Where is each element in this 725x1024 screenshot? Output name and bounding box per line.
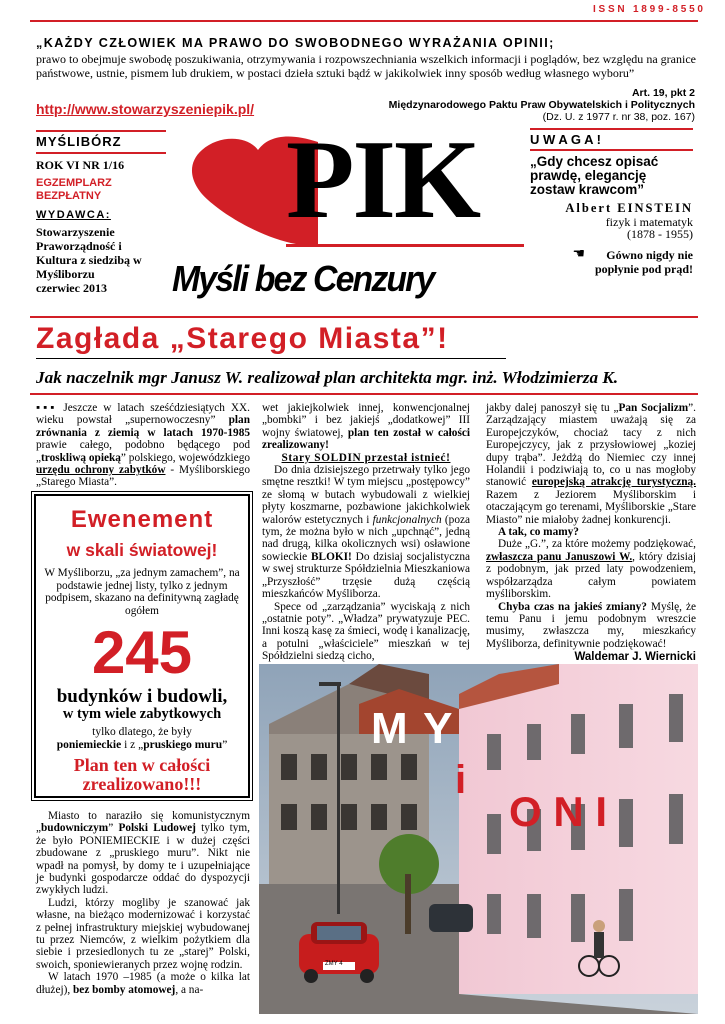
article-col3: jakby dalej panoszył się tu „Pan Socjalizm”. Zarządzający miastem uważają się za Europejczyków, chociaż tacy z nich Europejczycy, jak z przysłowiowej „koziej dupy trąba”. Jeżdżą do Niemiec czy innej Holandii i podziwiają to, co u nas mogłoby stanowić europejską atrakcję turystyczną. Razem z Jeziorem Myśliborskim i otaczającym go terenami, Myśliborskie „Stare Miasto” nie miałoby żadnej konkurencji. A tak, co mamy? Duże „G.”, za które możemy podziękować, zwłaszcza panu Januszowi W., który dzisiaj z podobnym, jak przed laty powodzeniem, współzarządza całym powiatem myśliborskim. Chyba czas na jakieś zmiany? Myślę, że temu Panu i jemu podobnym wreszcie musimy, zwłaszcza my, mieszkańcy Myśliborza, definitywnie podziękować! Waldemar J. Wiernicki: [486, 402, 697, 664]
photo-caption-i: i: [455, 758, 467, 802]
article-col1-bottom: Miasto to naraziło się komunistycznym „budowniczym” Polski Ludowej tylko tym, że było PONIEMIECKIE i w dużej części zbudowane z „pruskiego muru”. Nikt nie wpadł na pomysł, by domy te i uzupełniające je budynki gospodarcze oddać do dyspozycji zwykłych ludzi. Ludzi, którzy mogliby je szanować jak własne, na bieżąco modernizować i korzystać z pełnej infrastruktury miejskiej wybudowanej tu przez Niemców, z wielkim pożytkiem dla siebie i przesiedlonych tu ze „starej” Polski, swoich, sponiewieranych przez wojnę rodzin. W latach 1970 –1985 (a może o kilka lat dłużej), bez bomby atomowej, a na-: [36, 810, 250, 996]
section-heading: Stary SOLDIN przestał istnieć!: [281, 451, 451, 464]
city-name: MYŚLIBÓRZ: [36, 130, 166, 149]
author-years: (1878 - 1955): [627, 227, 693, 241]
author-role: fizyk i matematyk: [605, 215, 693, 229]
bullet-icon: ▪▪▪: [36, 402, 58, 414]
quote-author: Albert EINSTEIN: [565, 201, 693, 215]
red-car-icon: [299, 922, 379, 983]
photo-caption-oni: O N I: [509, 788, 608, 835]
event-box: [34, 494, 250, 798]
box-intro: W Myśliborzu, „za jednym zamachem”, na podstawie jednej listy, tylko z jednym podpisem, skazano na definitywną zagładę ogółem: [44, 567, 240, 617]
page-title: Zagłada „Starego Miasta”!: [36, 322, 449, 355]
top-rule: [30, 20, 698, 22]
quote-title: „KAŻDY CZŁOWIEK MA PRAWO DO SWOBODNEGO WYRAŻANIA OPINII;: [36, 36, 555, 50]
article-col2: wet jakiejkolwiek innej, konwencjonalnej „bombki” i bez jakiejś „dodatkowej” III wojny światowej, plan ten został w całości zrealizowany! Stary SOLDIN przestał istnieć! Do dnia dzisiejszego przetrwały tylko jego smętne resztki! W tym miejscu „postępowcy” ze słomą w butach wybudowali z wielkiej płyty koszmarne, pozbawione jakichkolwiek walorów estetycznych i funkcjonalnych (poza tym, że można było w nich „upchnąć”, jedną nad drugą, kilka okolicznych wsi) osławione sowieckie BLOKI! Do dzisiaj socjalistyczna w swej strukturze Spółdzielnia Mieszkaniowa „Przyszłość” trzęsie dużą częścią mieszkańców Myśliborza. Spece od „zarządzania” wyciskają z nich „ostatnie poty”. „Władza” prywatyzuje PEC. Inni koszą kasę za śmieci, wodę i kanalizację, a potulni „właściciele” mieszkań w tej Spółdzielni siedzą cicho,: [262, 402, 470, 663]
box-monuments: w tym wiele zabytkowych: [62, 706, 222, 723]
box-heading-2: w skali światowej!: [66, 540, 218, 560]
publisher-label: WYDAWCA:: [36, 209, 111, 221]
street-photo: [259, 664, 698, 1014]
article-col1-top: ▪▪▪ Jeszcze w latach sześćdziesiątych XX. wieku powstał „supernowoczesny” plan zrównania z ziemią w latach 1970-1985 prawie całego, podobno będącego pod „troskliwą opieką” polskiego, wojewódzkiego urzędu ochrony zabytków - Myśliborskiego „Starego Miasta”.: [36, 402, 251, 489]
pointing-hand-icon: ☚: [572, 247, 585, 262]
website-link[interactable]: http://www.stowarzyszeniepik.pl/: [36, 101, 255, 117]
right-info: [530, 128, 693, 276]
box-plan: Plan ten w całości zrealizowano!!!: [73, 755, 211, 795]
article-ref: Art. 19, pkt 2: [631, 87, 695, 99]
saying: Gówno nigdy nie popłynie pod prąd!: [594, 248, 693, 276]
free-copy: EGZEMPLARZ BEZPŁATNY: [36, 177, 112, 202]
dz-ref: (Dz. U. z 1977 r. nr 38, poz. 167): [542, 111, 695, 123]
tagline: Myśli bez Cenzury: [172, 258, 434, 299]
attention-label: U W A G A !: [530, 132, 602, 147]
box-buildings: budynków i budowli,: [56, 686, 228, 708]
box-heading-1: Ewenement: [70, 506, 214, 533]
pact-name: Międzynarodowego Paktu Praw Obywatelskich i Politycznych: [388, 99, 695, 111]
masthead-rule: [30, 316, 698, 318]
issue-number: ROK VI NR 1/16: [36, 158, 125, 172]
box-number: 245: [91, 619, 193, 687]
pik-logo: [168, 118, 524, 248]
pik-wordmark: PIK: [286, 118, 480, 242]
subtitle-rule: [30, 393, 698, 395]
title-underline: [36, 358, 506, 359]
issn: I S S N 1 8 9 9 - 8 5 5 0: [592, 4, 703, 15]
photo-caption-my: M Y: [371, 704, 455, 753]
publisher-name: Stowarzyszenie Praworządność i Kultura z siedzibą w Myśliborzu: [36, 225, 142, 281]
author-signature: Waldemar J. Wiernicki: [574, 651, 696, 664]
license-plate: ZMY 4: [325, 961, 343, 967]
quote-body: prawo to obejmuje swobodę poszukiwania, otrzymywania i rozpowszechniania wszelkich informacji i poglądów, bez względu na granice państwowe, ustnie, pismem lub drukiem, w postaci dzieła sztuki bądź w jakikolwiek inny sposób według własnego wyboru”: [36, 52, 696, 80]
box-reason: tylko dlatego, że były poniemieckie i z „pruskiego muru”: [56, 726, 228, 752]
left-info: [36, 130, 166, 295]
einstein-quote: „Gdy chcesz opisać prawdę, elegancję zostaw krawcom”: [530, 154, 659, 197]
publication-date: czerwiec 2013: [36, 281, 107, 295]
page-subtitle: Jak naczelnik mgr Janusz W. realizował plan architekta mgr. inż. Włodzimierza K.: [36, 368, 619, 387]
